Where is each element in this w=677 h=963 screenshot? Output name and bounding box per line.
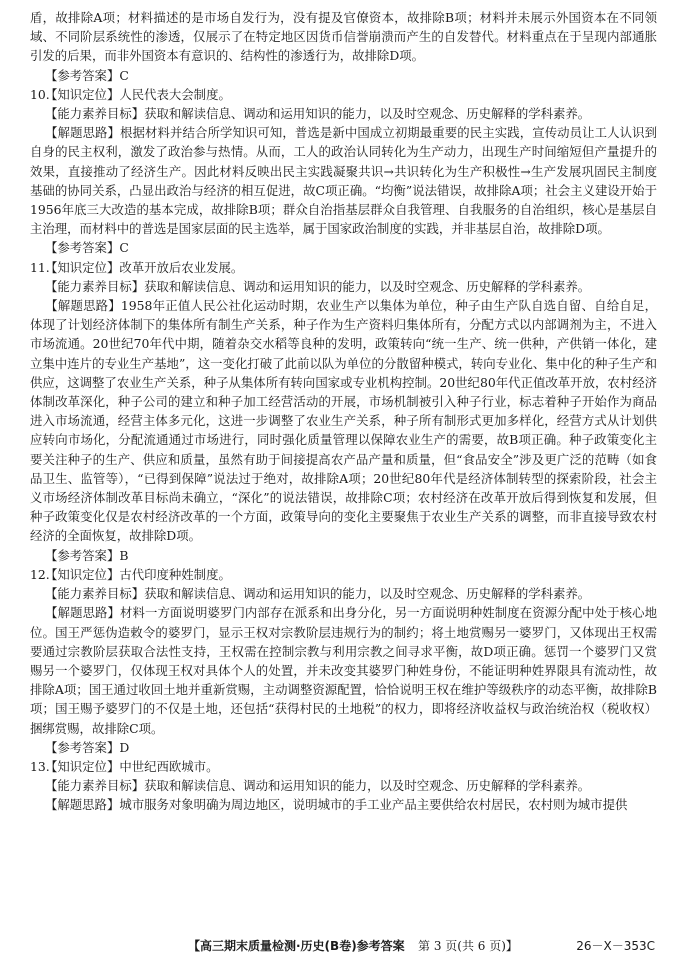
answer-text: 【参考答案】D — [45, 739, 130, 755]
footer-doc-code: 26－X－353C — [576, 939, 655, 953]
answer-line — [30, 738, 657, 757]
question-heading — [30, 757, 657, 776]
ability-text: 【能力素养目标】获取和解读信息、调动和运用知识的能力，以及时空观念、历史解释的学科素养。 — [45, 586, 591, 602]
answer-text: 【参考答案】B — [45, 547, 129, 563]
knowledge-point: 【知识定位】古代印度种姓制度。 — [45, 566, 231, 582]
answer-line — [30, 238, 657, 257]
solution-text: 【解题思路】材料一方面说明婆罗门内部存在派系和出身分化，另一方面说明种姓制度在资源分配中处于核心地位。国王严惩伪造敕令的婆罗门，显示王权对宗教阶层违规行为的制约；将土地赏赐另一婆罗门，又体现出王权需要通过宗教阶层获取合法性支持，王权需在控制宗教与利用宗教之间寻求平衡，故D项正确。惩罚一个婆罗门又赏赐另一个婆罗门，仅体现王权对具体个人的处置，并未改变其婆罗门种姓身份，不能证明种姓界限具有流动性，故排除A项；国王通过收回土地并重新赏赐，主动调整资源配置，恰恰说明王权在维护等级秩序的动态平衡，故排除B项；国王赐予婆罗门的不仅是土地，还包括“获得村民的土地税”的权力，即将经济收益权与政治统治权（税收权）捆绑赏赐，故排除C项。 — [30, 605, 657, 736]
answer-text: 【参考答案】C — [45, 240, 129, 256]
solution-text: 【解题思路】根据材料并结合所学知识可知，普选是新中国成立初期最重要的民主实践，宣传动员让工人认识到自身的民主权利，激发了政治参与热情。从而，工人的政治认同转化为生产动力，出现生产时间缩短但产量提升的效果，直接推动了经济生产。因此材料反映出民主实践凝聚共识→共识转化为生产积极性→生产发展巩固民主制度基础的协同关系，凸显出政治与经济的相互促进，故C项正确。“均衡”说法错误，故排除A项；社会主义建设开始于1956年底三大改造的基本完成，故排除B项；群众自治指基层群众自我管理、自我服务的自治组织，核心是基层自主治理，而材料中的普选是国家层面的民主选举，属于国家政治制度的实践，并非基层自治，故排除D项。 — [30, 125, 657, 237]
solution-idea — [30, 123, 657, 238]
question-heading — [30, 565, 657, 584]
ability-text: 【能力素养目标】获取和解读信息、调动和运用知识的能力，以及时空观念、历史解释的学科素养。 — [45, 778, 591, 794]
solution-idea — [30, 795, 657, 814]
ability-goal — [30, 776, 657, 795]
ability-text: 【能力素养目标】获取和解读信息、调动和运用知识的能力，以及时空观念、历史解释的学科素养。 — [45, 106, 591, 122]
solution-text: 【解题思路】1958年正值人民公社化运动时期，农业生产以集体为单位，种子由生产队自选自留、自给自足，体现了计划经济体制下的集体所有制生产关系，种子作为生产资料归集体所有，分配方式以内部调剂为主，不进入市场流通。20世纪70年代中期，随着杂交水稻等良种的发明，政策转向“统一生产、统一供种，产供销一体化，建立集中连片的专业生产基地”，这一变化打破了此前以队为单位的分散留种模式，转向专业化、集中化的种子生产和供应，这调整了农业生产关系，种子从集体所有转向国家或专业机构控制。20世纪80年代正值改革开放，农村经济体制改革深化，种子公司的建立和种子加工经营活动的开展，市场机制被引入种子行业，标志着种子开始作为商品进入市场流通，经营主体多元化，这进一步调整了农业生产关系，种子所有制形式更加多样化，经营方式从计划供应转向市场化，分配流通通过市场进行，同时强化质量管理以保障农业生产的需要，故B项正确。种子政策变化主要关注种子的生产、供应和质量，虽然有助于间接提高农产品产量和质量，但“食品安全”涉及更广泛的范畴（如食品卫生、监管等），“已得到保障”说法过于绝对，故排除A项；20世纪80年代是经济体制转型的探索阶段，社会主义市场经济体制改革目标尚未确立，“深化”的说法错误，故排除C项；农村经济在改革开放后得到恢复和发展，但种子政策变化仅是农村经济改革的一个方面，政策导向的变化主要聚焦于农业生产关系的调整，而非直接导致农村经济的全面恢复，故排除D项。 — [30, 298, 657, 544]
answer-page — [30, 8, 657, 815]
footer-page-number: 第 3 页(共 6 页)】 — [418, 939, 518, 953]
solution-idea — [30, 603, 657, 737]
answer-line — [30, 546, 657, 565]
knowledge-point: 【知识定位】改革开放后农业发展。 — [45, 259, 244, 275]
answer-line — [30, 66, 657, 85]
solution-text: 【解题思路】城市服务对象明确为周边地区，说明城市的手工业产品主要供给农村居民，农村则为城市提供 — [45, 797, 628, 813]
ability-goal — [30, 104, 657, 123]
question-number: 10. — [30, 86, 50, 102]
footer-title: 【高三期末质量检测·历史(B卷)参考答案 — [188, 939, 405, 953]
question-heading — [30, 85, 657, 104]
ability-goal — [30, 277, 657, 296]
question-number: 12. — [30, 566, 50, 582]
knowledge-point: 【知识定位】人民代表大会制度。 — [45, 86, 231, 102]
page-footer — [0, 937, 677, 955]
paragraph-continuation: 盾，故排除A项；材料描述的是市场自发行为，没有提及官僚资本，故排除B项；材料并未展示外国资本在不同领域、不同阶层系统性的渗透，仅展示了在特定地区因货币信誉崩溃而产生的自发替代。材料重点在于呈现内部通胀引发的后果，而非外国资本有意识的、结构性的渗透行为，故排除D项。 — [30, 10, 657, 64]
question-heading — [30, 258, 657, 277]
ability-goal — [30, 584, 657, 603]
question-number: 11. — [30, 259, 50, 275]
knowledge-point: 【知识定位】中世纪西欧城市。 — [45, 758, 219, 774]
answer-text: 【参考答案】C — [45, 67, 129, 83]
question-number: 13. — [30, 758, 50, 774]
solution-idea — [30, 296, 657, 546]
ability-text: 【能力素养目标】获取和解读信息、调动和运用知识的能力，以及时空观念、历史解释的学科素养。 — [45, 278, 591, 294]
